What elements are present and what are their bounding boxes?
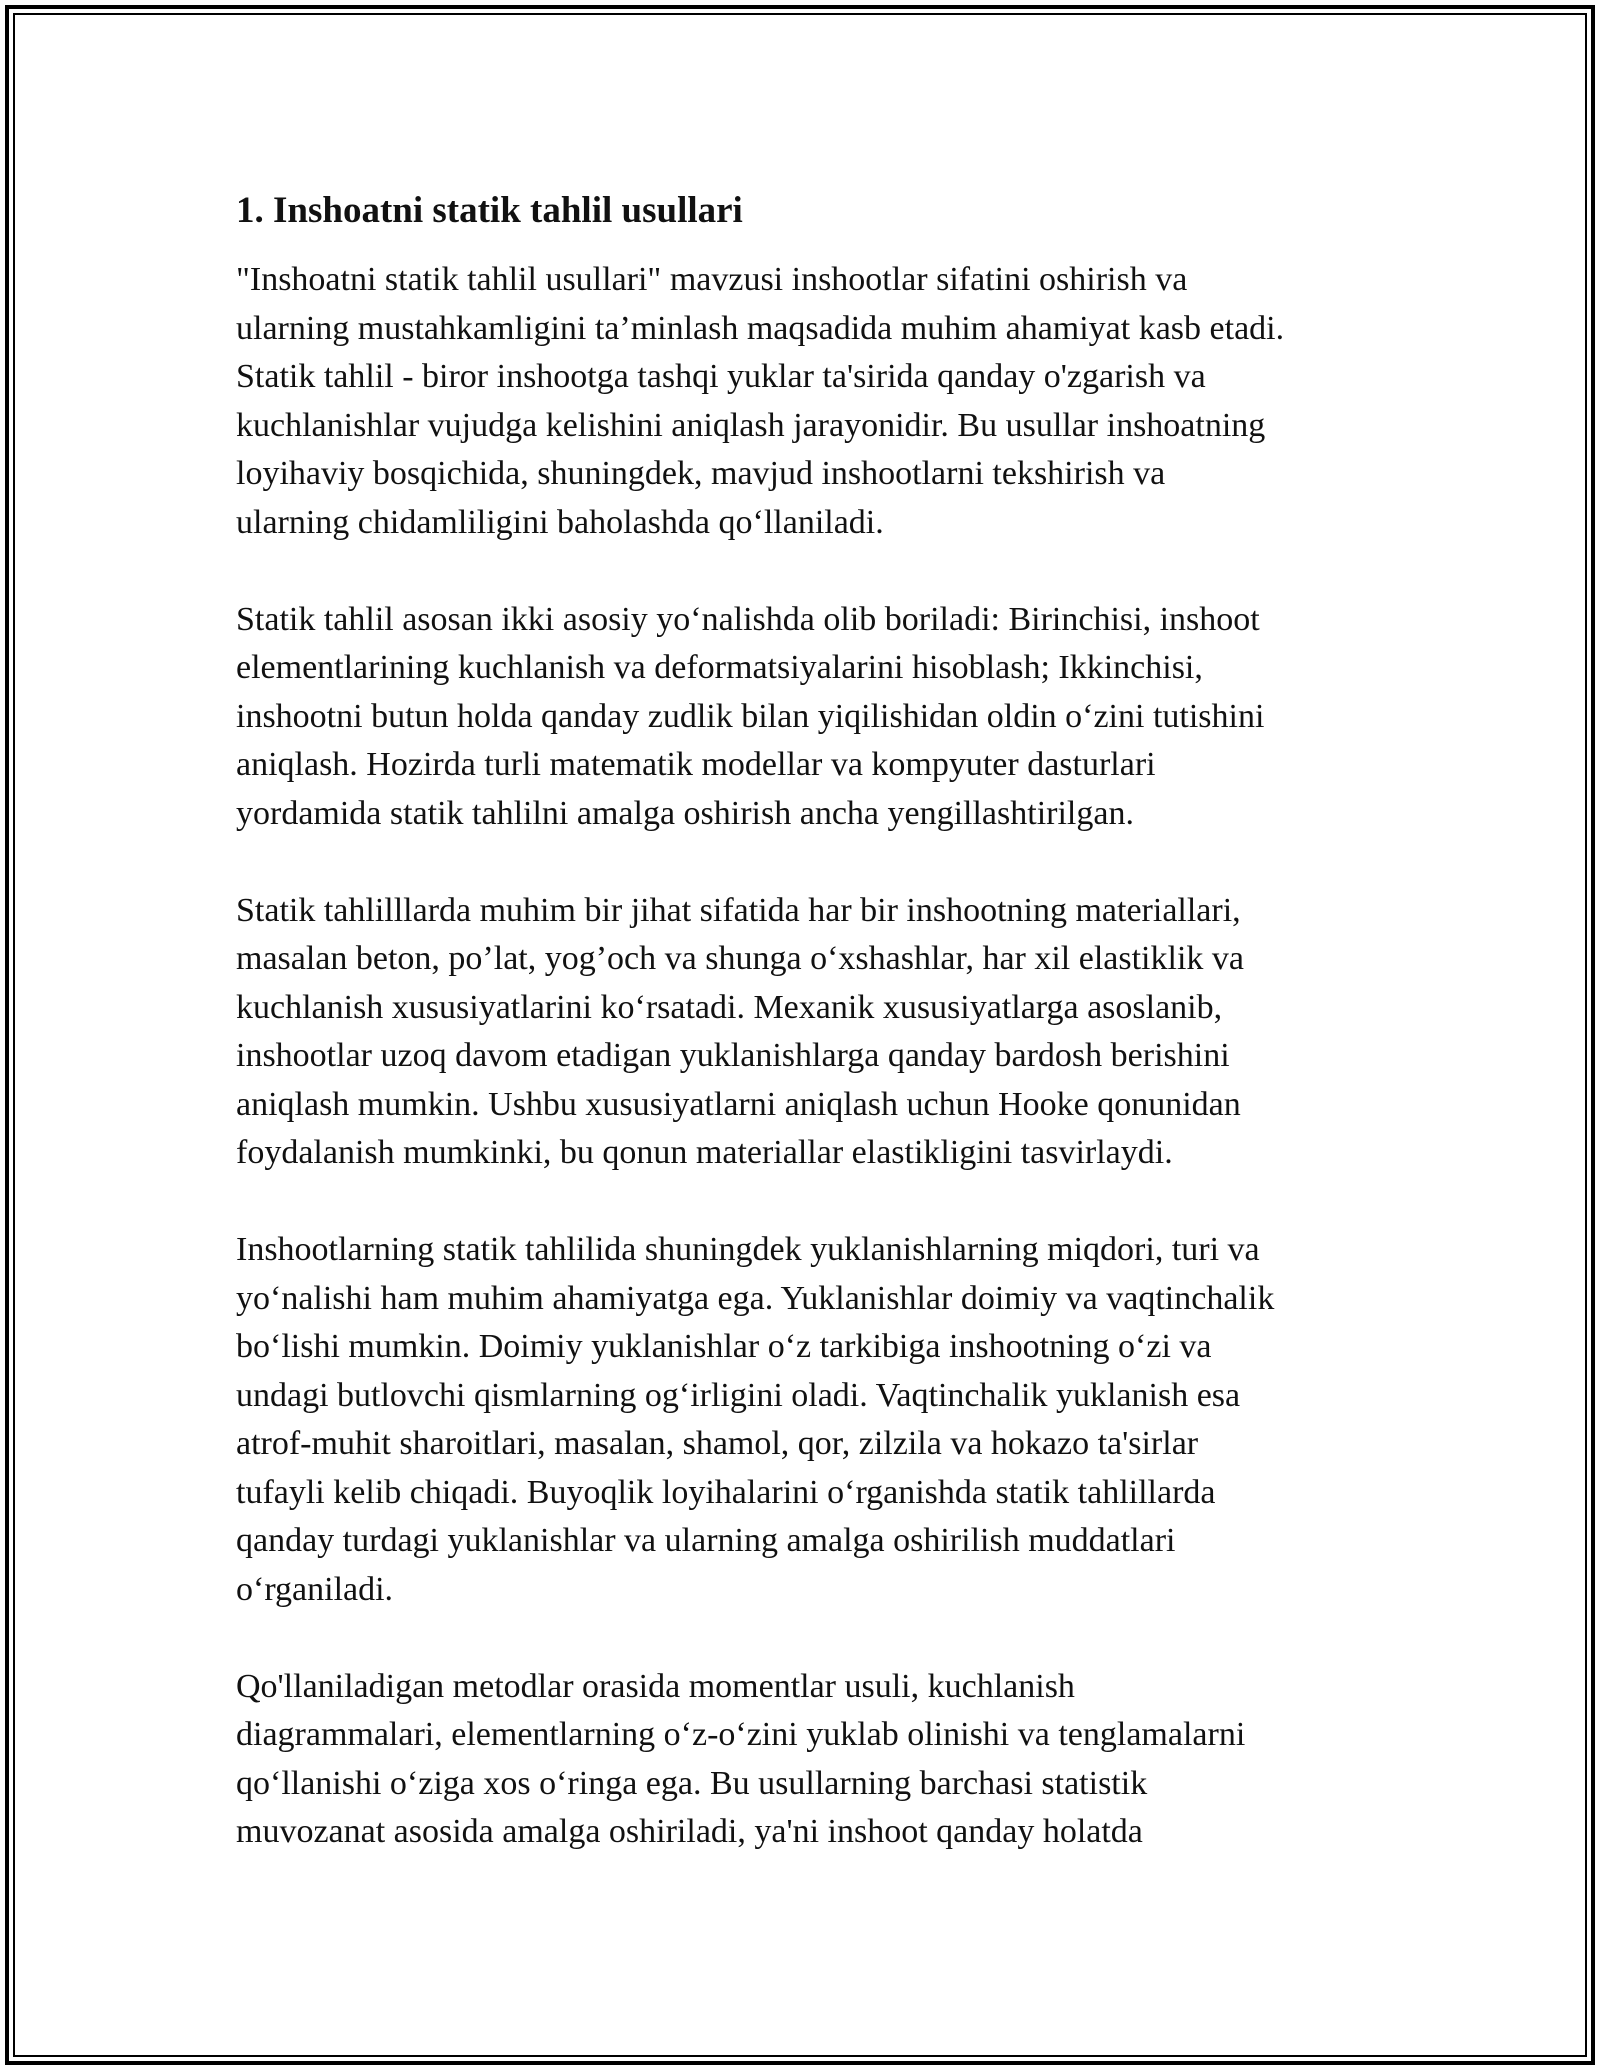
text-line: yo‘nalishi ham muhim ahamiyatga ega. Yuklanishlar doimiy va vaqtinchalik <box>236 1279 1275 1317</box>
text-line: inshootni butun holda qanday zudlik bilan yiqilishidan oldin o‘zini tutishini <box>236 697 1265 735</box>
text-line: Statik tahlilllarda muhim bir jihat sifatida har bir inshootning materiallari, <box>236 891 1241 929</box>
text-line: ularning mustahkamligini ta’minlash maqsadida muhim ahamiyat kasb etadi. <box>236 309 1285 347</box>
text-line: Inshootlarning statik tahlilida shuningdek yuklanishlarning miqdori, turi va <box>236 1231 1260 1268</box>
text-line: diagrammalari, elementlarning o‘z-o‘zini yuklab olinishi va tenglamalarni <box>236 1716 1246 1753</box>
text-line: tufayli kelib chiqadi. Buyoqlik loyihalarini o‘rganishda statik tahlillarda <box>236 1473 1216 1511</box>
text-line: "Inshoatni statik tahlil usullari" mavzusi inshootlar sifatini oshirish va <box>236 261 1188 298</box>
text-line: inshootlar uzoq davom etadigan yuklanishlarga qanday bardosh berishini <box>236 1037 1230 1074</box>
document-body <box>236 188 1396 1905</box>
paragraph-2 <box>236 596 1396 839</box>
text-line: foydalanish mumkinki, bu qonun materiallar elastikligini tasvirlaydi. <box>236 1134 1173 1171</box>
section-heading: 1. Inshoatni statik tahlil usullari <box>236 190 743 231</box>
paragraph-1 <box>236 256 1396 547</box>
text-line: qo‘llanishi o‘ziga xos o‘ringa ega. Bu usullarning barchasi statistik <box>236 1764 1148 1802</box>
text-line: kuchlanishlar vujudga kelishini aniqlash jarayonidir. Bu usullar inshoatning <box>236 406 1266 444</box>
text-line: loyihaviy bosqichida, shuningdek, mavjud inshootlarni tekshirish va <box>236 455 1166 492</box>
text-line: Qo'llaniladigan metodlar orasida momentlar usuli, kuchlanish <box>236 1667 1075 1705</box>
text-line: undagi butlovchi qismlarning og‘irligini oladi. Vaqtinchalik yuklanish esa <box>236 1376 1241 1414</box>
paragraph-5 <box>236 1663 1396 1857</box>
text-line: kuchlanish xususiyatlarini ko‘rsatadi. Mexanik xususiyatlarga asoslanib, <box>236 988 1223 1026</box>
paragraph-3 <box>236 887 1396 1178</box>
text-line: ularning chidamliligini baholashda qo‘llaniladi. <box>236 503 884 541</box>
text-line: Statik tahlil - biror inshootga tashqi yuklar ta'sirida qanday o'zgarish va <box>236 358 1206 395</box>
text-line: elementlarining kuchlanish va deformatsiyalarini hisoblash; Ikkinchisi, <box>236 649 1203 686</box>
text-line: yordamida statik tahlilni amalga oshirish ancha yengillashtirilgan. <box>236 794 1134 832</box>
text-line: bo‘lishi mumkin. Doimiy yuklanishlar o‘z tarkibiga inshootning o‘zi va <box>236 1328 1212 1365</box>
text-line: muvozanat asosida amalga oshiriladi, ya'ni inshoot qanday holatda <box>236 1813 1143 1850</box>
paragraph-4 <box>236 1226 1396 1614</box>
text-line: atrof-muhit sharoitlari, masalan, shamol, qor, zilzila va hokazo ta'sirlar <box>236 1425 1199 1462</box>
text-line: aniqlash mumkin. Ushbu xususiyatlarni aniqlash uchun Hooke qonunidan <box>236 1085 1241 1123</box>
text-line: o‘rganiladi. <box>236 1570 394 1608</box>
text-line: aniqlash. Hozirda turli matematik modellar va kompyuter dasturlari <box>236 746 1156 783</box>
text-line: Statik tahlil asosan ikki asosiy yo‘nalishda olib boriladi: Birinchisi, inshoot <box>236 600 1260 638</box>
text-line: masalan beton, po’lat, yog’och va shunga o‘xshashlar, har xil elastiklik va <box>236 940 1244 977</box>
text-line: qanday turdagi yuklanishlar va ularning amalga oshirilish muddatlari <box>236 1522 1176 1559</box>
